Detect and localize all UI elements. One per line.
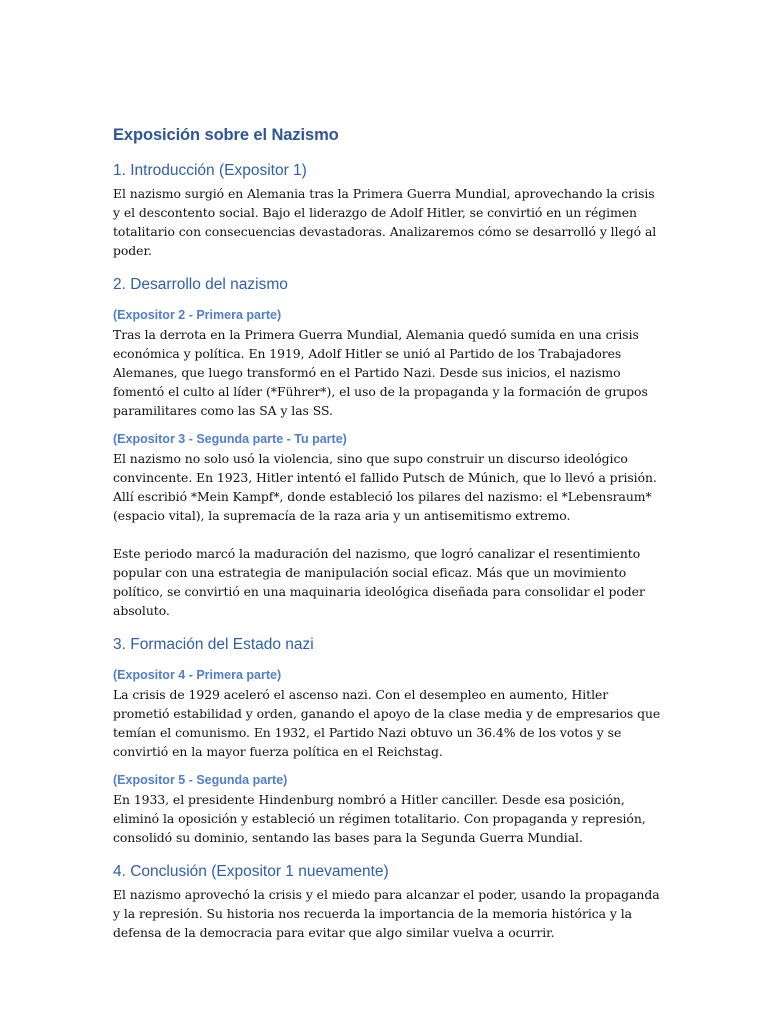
subheading-expositor-3: (Expositor 3 - Segunda parte - Tu parte) (113, 432, 347, 446)
section-heading-formacion: 3. Formación del Estado nazi (113, 636, 314, 653)
document-body (113, 124, 661, 942)
document-title: Exposición sobre el Nazismo (113, 126, 339, 144)
section-heading-desarrollo: 2. Desarrollo del nazismo (113, 276, 288, 293)
paragraph-expositor-4: La crisis de 1929 aceleró el ascenso nazi. Con el desempleo en aumento, Hitler prometió estabilidad y orden, ganando el apoyo de la clase media y de empresarios que temían el comunismo. En 1932, el Partido Nazi obtuvo un 36.4% de los votos y se convirtió en la mayor fuerza política en el Reichstag. (113, 687, 661, 759)
subheading-expositor-5: (Expositor 5 - Segunda parte) (113, 773, 288, 787)
subheading-expositor-4: (Expositor 4 - Primera parte) (113, 668, 282, 682)
paragraph-expositor-3-a: El nazismo no solo usó la violencia, sino que supo construir un discurso ideológico convincente. En 1923, Hitler intentó el fallido Putsch de Múnich, que lo llevó a prisión. Allí escribió *Mein Kampf*, donde estableció los pilares del nazismo: el *Lebensraum* (espacio vital), la supremacía de la raza aria y un antisemitismo extremo. (113, 451, 657, 523)
paragraph-introduccion: El nazismo surgió en Alemania tras la Primera Guerra Mundial, aprovechando la crisis y el descontento social. Bajo el liderazgo de Adolf Hitler, se convirtió en un régimen totalitario con consecuencias devastadoras. Analizaremos cómo se desarrolló y llegó al poder. (113, 186, 657, 258)
paragraph-expositor-5: En 1933, el presidente Hindenburg nombró a Hitler canciller. Desde esa posición, eliminó la oposición y estableció un régimen totalitario. Con propaganda y represión, consolidó su dominio, sentando las bases para la Segunda Guerra Mundial. (113, 792, 646, 845)
subheading-expositor-2: (Expositor 2 - Primera parte) (113, 308, 282, 322)
paragraph-conclusion: El nazismo aprovechó la crisis y el miedo para alcanzar el poder, usando la propaganda y la represión. Su historia nos recuerda la importancia de la memoria histórica y la defensa de la democracia para evitar que algo similar vuelva a ocurrir. (113, 887, 660, 940)
paragraph-expositor-2: Tras la derrota en la Primera Guerra Mundial, Alemania quedó sumida en una crisis económica y política. En 1919, Adolf Hitler se unió al Partido de los Trabajadores Alemanes, que luego transformó en el Partido Nazi. Desde sus inicios, el nazismo fomentó el culto al líder (*Führer*), el uso de la propaganda y la formación de grupos paramilitares como las SA y las SS. (113, 327, 648, 418)
section-heading-introduccion: 1. Introducción (Expositor 1) (113, 162, 307, 179)
section-heading-conclusion: 4. Conclusión (Expositor 1 nuevamente) (113, 863, 389, 880)
paragraph-expositor-3-b: Este periodo marcó la maduración del nazismo, que logró canalizar el resentimiento popular con una estrategia de manipulación social eficaz. Más que un movimiento político, se convirtió en una maquinaria ideológica diseñada para consolidar el poder absoluto. (113, 546, 645, 618)
